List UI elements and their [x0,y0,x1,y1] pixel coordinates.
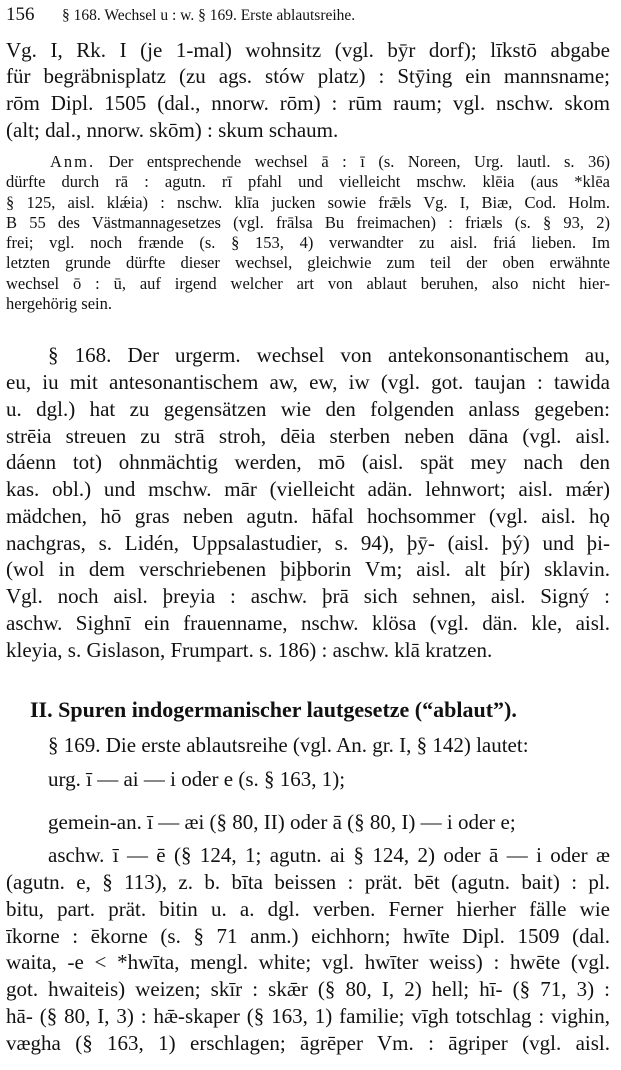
text-line: gemein-an. ī — æi (§ 80, II) oder ā (§ 80, I) — i oder e; [48,810,516,834]
text-line: dürfte durch rā : agutn. rī pfahl und vielleicht mschw. klēia (aus *klēa [6,172,610,191]
text-line: waita, -e < *hwīta, mengl. white; vgl. hwīter weiss) : hwēte (vgl. [6,950,610,974]
text-line: kleyia, s. Gislason, Frumpart. s. 186) : aschw. klā kratzen. [6,638,493,662]
text-line: urg. ī — ai — i oder e (s. § 163, 1); [48,767,346,791]
anm-label: Anm. [50,152,96,171]
text-line: kas. obl.) und mschw. mār (vielleicht adän. lehnwort; aisl. mǽr) [6,477,610,501]
text-line: dáenn tot) ohnmächtig werden, mō (aisl. spät mey nach den [6,450,610,474]
anm-first-line [50,152,610,172]
text-line: (alt; dal., nnorw. skōm) : skum schaum. [6,118,339,142]
text-line: hā- (§ 80, I, 3) : hǣ-skaper (§ 163, 1) familie; vīgh totschlag : vighin, [6,1004,610,1028]
text-line: § 125, aisl. klǽia) : nschw. klīa jucken sowie frǣls Vg. I, Biæ, Cod. Holm. [6,193,610,212]
page-number: 156 [6,4,35,25]
text-line: letzten grunde dürfte dieser wechsel, gleichwie zum teil der oben erwähnte [6,253,610,272]
text-line: wechsel ō : ū, auf irgend welcher art von ablaut beruhen, also nicht hier- [6,274,610,293]
running-head: § 168. Wechsel u : w. § 169. Erste ablautsreihe. [62,7,356,24]
text-line: für begräbnisplatz (zu ags. stów platz) : Stȳing ein mannsname; [6,64,610,88]
text-line: Vgl. noch aisl. þreyia : aschw. þrā sich sehnen, aisl. Signý : [6,584,610,608]
text-line: nachgras, s. Lidén, Uppsalastudier, s. 94), þȳ- (aisl. þý) und þi- [6,531,610,555]
text-line: hergehörig sein. [6,294,113,313]
text-line: Vg. I, Rk. I (je 1-mal) wohnsitz (vgl. bȳr dorf); līkstō abgabe [6,38,610,62]
text-line: aschw. ī — ē (§ 124, 1; agutn. ai § 124, 2) oder ā — i oder æ [48,843,610,867]
text-line: B 55 des Västmannagesetzes (vgl. frālsa Bu freimachen) : friæls (s. § 93, 2) [6,213,610,232]
text-line: frei; vgl. noch frænde (s. § 153, 4) verwandter zu aisl. friá lieben. Im [6,233,610,252]
text-line: strēia streuen zu strā stroh, dēia sterben neben dāna (vgl. aisl. [6,424,610,448]
text-line: got. hwaiteis) weizen; skīr : skǣr (§ 80, I, 2) hell; hī- (§ 71, 3) : [6,977,610,1001]
text-line: § 169. Die erste ablautsreihe (vgl. An. gr. I, § 142) lautet: [48,733,529,757]
section-heading: II. Spuren indogermanischer lautgesetze (“ablaut”). [30,697,517,722]
text-line: eu, iu mit antesonantischem aw, ew, iw (vgl. got. taujan : tawida [6,370,610,394]
text-line: u. dgl.) hat zu gegensätzen wie den folgenden anlass gegeben: [6,397,610,421]
text-line: (agutn. e, § 113), z. b. bīta beissen : prät. bēt (agutn. bait) : pl. [6,870,610,894]
text-line: (wol in dem verschriebenen þiþborin Vm; aisl. alt þír) sklavin. [6,557,610,581]
text-line: īkorne : ēkorne (s. § 71 anm.) eichhorn; hwīte Dipl. 1509 (dal. [6,924,610,948]
text-line: aschw. Sighnī ein frauenname, nschw. klösa (vgl. dän. kle, aisl. [6,611,610,635]
text-line: § 168. Der urgerm. wechsel von antekonsonantischem au, [48,343,610,367]
anm-text: Der entsprechende wechsel ā : ī (s. Noreen, Urg. lautl. s. 36) [108,152,610,171]
text-line: mädchen, hō gras neben agutn. hāfal hochsommer (vgl. aisl. hǫ [6,504,610,528]
text-line: rōm Dipl. 1505 (dal., nnorw. rōm) : rūm raum; vgl. nschw. skom [6,91,610,115]
text-line: vægha (§ 163, 1) erschlagen; āgrēper Vm. : āgriper (vgl. aisl. [6,1031,610,1055]
text-line: bitu, part. prät. bitin u. a. dgl. verben. Ferner hierher fälle wie [6,897,610,921]
